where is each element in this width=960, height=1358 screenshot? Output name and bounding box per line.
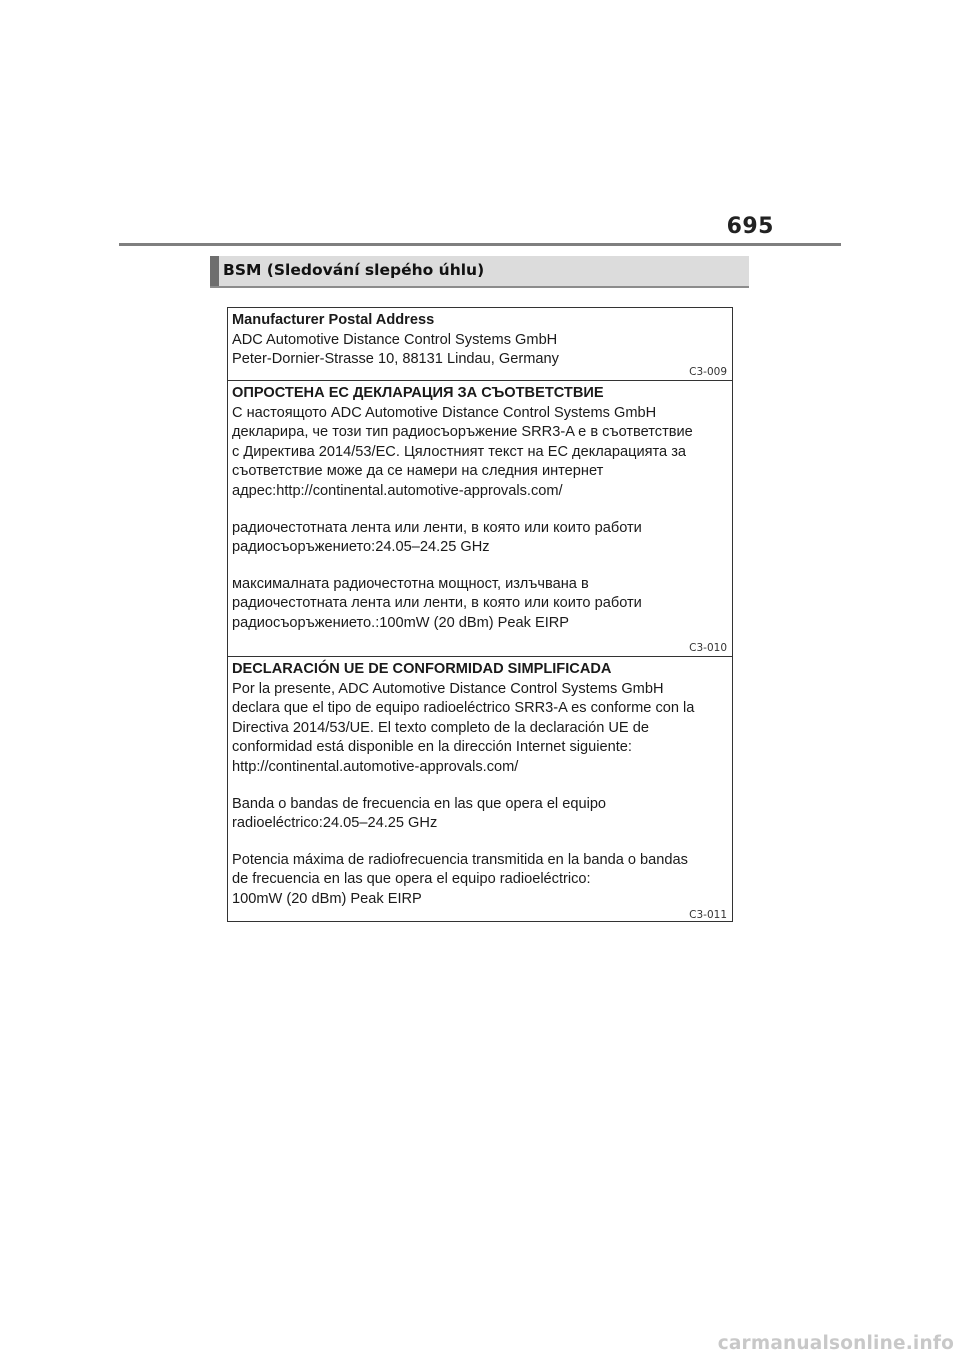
text-line: радиосъоръжението.:100mW (20 dBm) Peak EIRP: [232, 614, 570, 631]
text-line: Potencia máxima de radiofrecuencia transmitida en la banda o bandas: [232, 851, 688, 868]
section-marker-bar: [210, 256, 219, 286]
section-title: BSM (Sledování slepého úhlu): [223, 261, 485, 279]
text-line: радиочестотната лента или ленти, в която или които работи: [232, 519, 642, 536]
page-number: 695: [726, 214, 774, 239]
cell-text: [232, 384, 726, 634]
declaration-cell-spanish: [228, 657, 732, 923]
figure-code: C3-011: [689, 909, 727, 921]
text-line: http://continental.automotive-approvals.com/: [232, 758, 519, 775]
text-line: Peter-Dornier-Strasse 10, 88131 Lindau, Germany: [232, 351, 559, 368]
figure-code: C3-009: [689, 366, 727, 378]
text-line: максималната радиочестотна мощност, излъчвана в: [232, 575, 589, 592]
text-line: Banda o bandas de frecuencia en las que opera el equipo: [232, 795, 607, 812]
cell-heading: Manufacturer Postal Address: [232, 312, 435, 328]
text-line: радиосъоръжението:24.05–24.25 GHz: [232, 539, 490, 556]
declaration-cell-address: [228, 308, 732, 381]
declaration-table: [227, 307, 733, 922]
text-line: с Директива 2014/53/ЕС. Цялостният текст на ЕС декларацията за: [232, 443, 687, 460]
text-line: декларира, че този тип радиосъоръжение SRR3-A е в съответствие: [232, 424, 693, 441]
text-line: радиочестотната лента или ленти, в която или които работи: [232, 595, 642, 612]
text-line: de frecuencia en las que opera el equipo radioeléctrico:: [232, 871, 591, 888]
text-line: 100mW (20 dBm) Peak EIRP: [232, 890, 422, 907]
section-header: [210, 256, 749, 288]
figure-code: C3-010: [689, 642, 727, 654]
cell-heading: ОПРОСТЕНА ЕС ДЕКЛАРАЦИЯ ЗА СЪОТВЕТСТВИЕ: [232, 385, 604, 401]
cell-text: [232, 660, 726, 910]
text-line: Directiva 2014/53/UE. El texto completo de la declaración UE de: [232, 719, 649, 736]
text-line: radioeléctrico:24.05–24.25 GHz: [232, 815, 438, 832]
header-rule: [119, 243, 841, 246]
text-line: declara que el tipo de equipo radioeléctrico SRR3-A es conforme con la: [232, 700, 695, 717]
text-line: Por la presente, ADC Automotive Distance Control Systems GmbH: [232, 680, 664, 697]
text-line: conformidad está disponible en la dirección Internet siguiente:: [232, 739, 632, 756]
text-line: ADC Automotive Distance Control Systems GmbH: [232, 331, 558, 348]
text-line: адрес:http://continental.automotive-approvals.com/: [232, 482, 563, 499]
cell-text: [232, 311, 726, 370]
cell-heading: DECLARACIÓN UE DE CONFORMIDAD SIMPLIFICADA: [232, 661, 612, 677]
declaration-cell-bulgarian: [228, 381, 732, 657]
watermark: carmanualsonline.info: [717, 1333, 954, 1354]
text-line: С настоящото ADC Automotive Distance Control Systems GmbH: [232, 404, 657, 421]
text-line: съответствие може да се намери на следния интернет: [232, 463, 604, 480]
